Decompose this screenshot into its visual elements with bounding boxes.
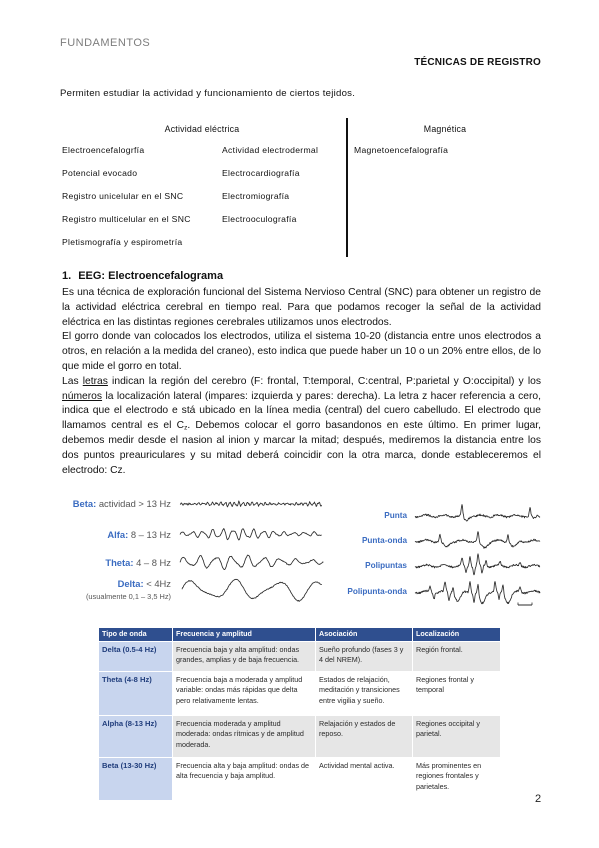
column-divider: [346, 118, 348, 257]
text-run: . Debemos colocar el gorro basandonos en este último. En primer lugar, debemos medir desde el nasion al inion y marcar la mitad; después, mediremos la distancia entre los dos puntos preauriculares y su mitad deberá coincidir con la otra marca, donde estableceremos el electrodo: Cz.: [62, 420, 542, 476]
pattern-label-punta: Punta: [384, 511, 407, 520]
table-row: [99, 672, 501, 716]
subscript-z: z: [184, 424, 188, 432]
technique-item: Actividad electrodermal: [222, 145, 319, 155]
eeg-waves-svg: [0, 488, 599, 616]
pattern-label-polipuntas: Polipuntas: [365, 561, 407, 570]
cell-frequency-amplitude: Frecuencia moderada y amplitud moderada: ondas rítmicas y de amplitud moderada.: [173, 716, 316, 758]
delta-name: Delta:: [117, 578, 144, 589]
cell-location: Más prominentes en regiones frontales y parietales.: [413, 758, 501, 801]
pattern-label-punta-onda: Punta-onda: [361, 536, 407, 545]
beta-name: Beta:: [72, 498, 97, 509]
cell-association: Sueño profundo (fases 3 y 4 del NREM).: [316, 642, 413, 672]
table-row: [99, 758, 501, 801]
punta-onda-wave: [415, 532, 540, 549]
underlined-numeros: números: [62, 390, 103, 402]
theta-wave: [180, 555, 323, 570]
delta-wave: [182, 579, 322, 601]
delta-note: (usualmente 0,1 – 3,5 Hz): [85, 592, 171, 601]
magnetic-heading: Magnética: [423, 124, 467, 134]
delta-range: < 4Hz: [146, 578, 171, 589]
wave-types-table: [98, 627, 501, 801]
intro-text: Permiten estudiar la actividad y funcionamiento de ciertos tejidos.: [60, 88, 356, 99]
table-header-row: [99, 628, 501, 642]
alfa-name: Alfa:: [107, 529, 129, 540]
section-heading-text: EEG: Electroencefalograma: [78, 270, 224, 282]
technique-item: Electroencefalogrfía: [62, 145, 145, 155]
magnetic-technique-item: Magnetoencefalografía: [354, 145, 449, 155]
electrical-heading: Actividad eléctrica: [164, 124, 240, 134]
punta-wave: [415, 505, 540, 522]
table-row: [99, 716, 501, 758]
technique-item: Electrocardiografía: [222, 168, 300, 178]
table-row: [99, 642, 501, 672]
cell-wave-type: Theta (4-8 Hz): [99, 672, 173, 716]
theta-name: Theta:: [105, 557, 134, 568]
section-heading: [62, 270, 223, 282]
cell-association: Estados de relajación, meditación y transiciones entre vigilia y sueño.: [316, 672, 413, 716]
cell-wave-type: Alpha (8-13 Hz): [99, 716, 173, 758]
underlined-letras: letras: [82, 375, 108, 387]
paragraph: [62, 375, 541, 479]
page-number: 2: [535, 793, 542, 805]
eeg-body-text: [62, 286, 541, 478]
polipuntas-wave: [415, 554, 540, 575]
header-wave-type: Tipo de onda: [99, 628, 173, 642]
time-scale-bar: [518, 603, 532, 606]
header-frequency-amplitude: Frecuencia y amplitud: [173, 628, 316, 642]
cell-association: Relajación y estados de reposo.: [316, 716, 413, 758]
cell-frequency-amplitude: Frecuencia baja a moderada y amplitud variable: ondas más rápidas que delta pero relativamente lentas.: [173, 672, 316, 716]
cell-frequency-amplitude: Frecuencia baja y alta amplitud: ondas grandes, amplias y de baja frecuencia.: [173, 642, 316, 672]
technique-item: Registro multicelular en el SNC: [62, 214, 191, 224]
header-location: Localización: [413, 628, 501, 642]
section-label: FUNDAMENTOS: [60, 37, 151, 49]
table-header: [99, 628, 501, 642]
beta-wave: [180, 501, 322, 507]
technique-item: Electrooculografía: [222, 214, 297, 224]
cell-frequency-amplitude: Frecuencia alta y baja amplitud: ondas de alta frecuencia y baja amplitud.: [173, 758, 316, 801]
table-body: [99, 642, 501, 801]
alfa-wave: [180, 529, 322, 541]
technique-item: Pletismografía y espirometría: [62, 237, 183, 247]
text-run: indican la región del cerebro (F: frontal, T:temporal, C:central, P:parietal y O:occipital) y los: [107, 375, 541, 387]
header-association: Asociación: [316, 628, 413, 642]
cell-location: Región frontal.: [413, 642, 501, 672]
section-number: 1.: [62, 270, 72, 282]
beta-range: actividad > 13 Hz: [98, 498, 171, 509]
technique-item: Registro unicelular en el SNC: [62, 191, 184, 201]
cell-wave-type: Beta (13-30 Hz): [99, 758, 173, 801]
pattern-label-polipunta-onda: Polipunta-onda: [347, 587, 407, 596]
text-run: Las: [62, 375, 83, 387]
cell-location: Regiones frontal y temporal: [413, 672, 501, 716]
text-run: la localización lateral (impares: izquierda y pares: derecha). La letra z hacer referencia a cero, indica que el electrodo e stá ubicado en la línea media (central) del cuero cabelludo. El electrodo que llamamos central es el C: [62, 390, 541, 432]
paragraph: Es una técnica de exploración funcional del Sistema Nervioso Central (SNC) para obtener un registro de la actividad eléctrica cerebral en tiempo real. Para que podamos recoger la señal de la actividad eléctrica en las distintas regiones cerebrales utilizamos unos electrodos.: [62, 287, 541, 328]
cell-wave-type: Delta (0.5-4 Hz): [99, 642, 173, 672]
page-title: TÉCNICAS DE REGISTRO: [414, 57, 541, 68]
cell-location: Regiones occipital y parietal.: [413, 716, 501, 758]
technique-item: Potencial evocado: [62, 168, 138, 178]
alfa-range: 8 – 13 Hz: [130, 529, 171, 540]
paragraph: El gorro donde van colocados los electrodos, utiliza el sistema 10-20 (distancia entre unos electrodos a otros, en relación a la medida del craneo), esto indica que puede haber un 10 o un 20% entre ellos, de lo que mide el gorro en total.: [62, 331, 541, 372]
technique-item: Electromiografía: [222, 191, 290, 201]
theta-range: 4 – 8 Hz: [136, 557, 171, 568]
polipunta-onda-wave: [415, 582, 540, 604]
cell-association: Actividad mental activa.: [316, 758, 413, 801]
